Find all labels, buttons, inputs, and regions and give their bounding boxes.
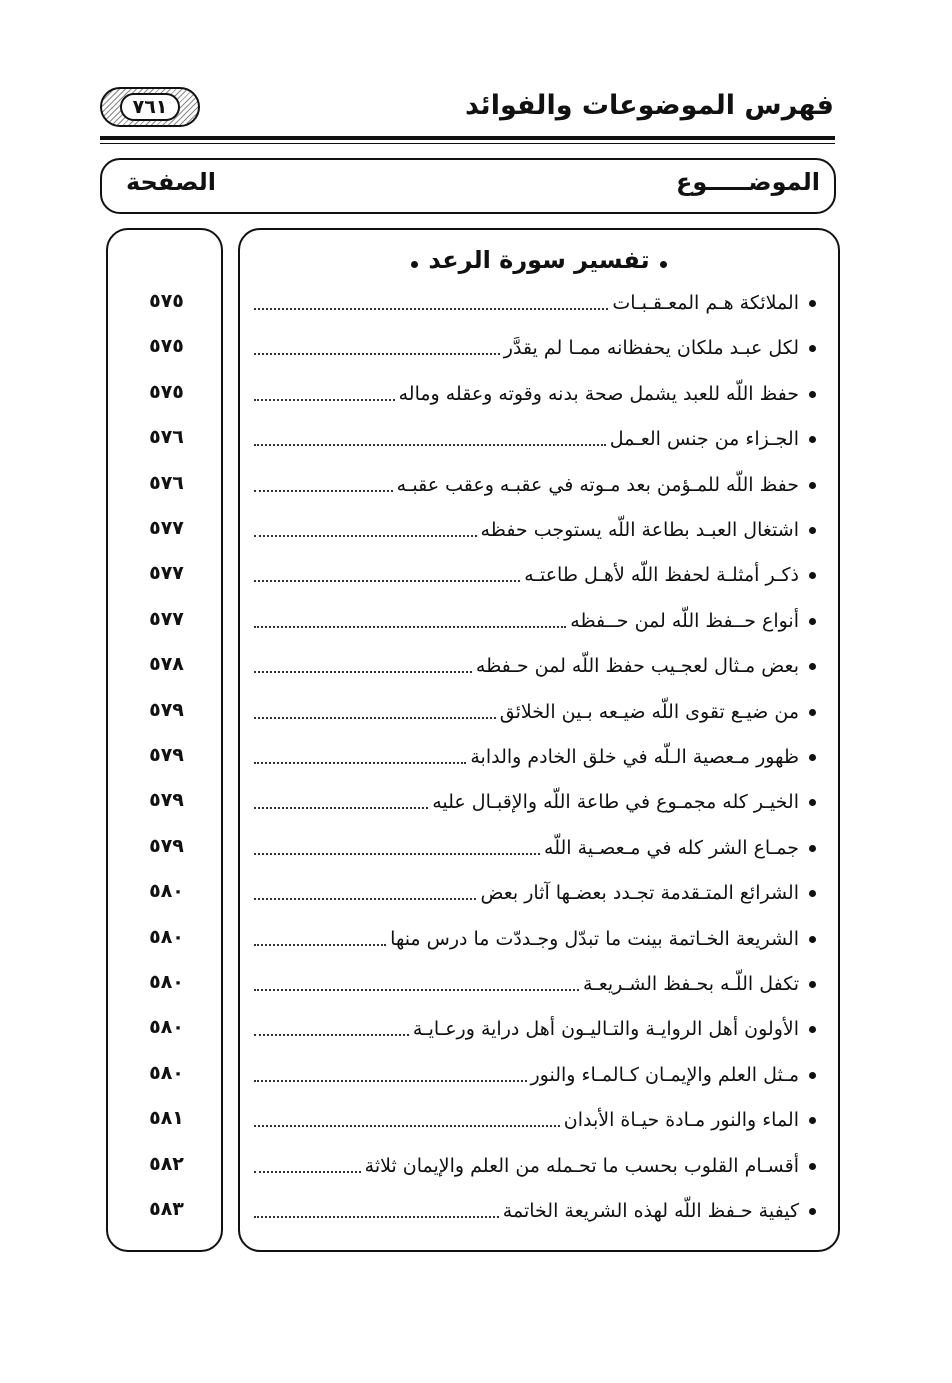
toc-page-number: ٥٧٩ (149, 789, 184, 811)
dot-leader (254, 1080, 527, 1082)
toc-entry-text: الشريعة الخـاتمة بينت ما تبدّل وجـددّت ما درس منها (390, 928, 799, 950)
column-header-bar (100, 158, 836, 214)
toc-page-number: ٥٧٥ (149, 290, 184, 312)
bullet-icon (809, 1117, 816, 1124)
page-number: ٧٦١ (120, 93, 180, 121)
toc-entry-text: تكفل اللّـه بحـفظ الشـريعـة (582, 973, 799, 995)
toc-page-number: ٥٧٩ (149, 835, 184, 857)
bullet-icon (809, 572, 816, 579)
dot-leader (254, 626, 566, 628)
toc-entry-text: الأولون أهل الروايـة والتـاليـون أهل دراية ورعـايـة (412, 1018, 799, 1040)
bullet-icon (809, 1026, 816, 1033)
toc-entry (254, 878, 816, 908)
toc-entry (254, 560, 816, 590)
toc-entry (254, 924, 816, 954)
toc-entry-text: حفظ اللّه للمـؤمن بعد مـوته في عقبـه وعقب عقبـه (396, 474, 799, 496)
section-bullet-right (660, 261, 667, 268)
bullet-icon (809, 1163, 816, 1170)
column-header-page: الصفحة (126, 168, 217, 196)
toc-entry-text: أنواع حــفظ اللّه لمن حــفظه (570, 610, 799, 632)
toc-entry (254, 833, 816, 863)
toc-entry-text: حفظ اللّه للعبد يشمل صحة بدنه وقوته وعقله وماله (398, 383, 799, 405)
bullet-icon (809, 799, 816, 806)
toc-page-number: ٥٧٩ (149, 699, 184, 721)
toc-entry (254, 515, 816, 545)
toc-page-number: ٥٨٠ (149, 880, 184, 902)
page-number-badge (100, 87, 200, 127)
toc-entry (254, 1014, 816, 1044)
toc-entry (254, 1151, 816, 1181)
bullet-icon (809, 436, 816, 443)
dot-leader (254, 944, 386, 946)
toc-entry (254, 1105, 816, 1135)
dot-leader (254, 490, 393, 492)
header-rule-thick (100, 136, 835, 140)
toc-page-number: ٥٧٨ (149, 653, 184, 675)
bullet-icon (809, 618, 816, 625)
toc-entry (254, 1196, 816, 1226)
bullet-icon (809, 709, 816, 716)
toc-entry-text: الملائكة هـم المعـقـبـات (612, 292, 799, 314)
toc-entry (254, 470, 816, 500)
dot-leader (254, 762, 466, 764)
toc-entry (254, 606, 816, 636)
bullet-icon (809, 845, 816, 852)
toc-entry (254, 787, 816, 817)
bullet-icon (809, 936, 816, 943)
toc-entry-text: من ضيـع تقوى اللّه ضيـعه بـين الخلائق (499, 701, 799, 723)
toc-page-number: ٥٧٦ (149, 426, 184, 448)
toc-entry (254, 742, 816, 772)
dot-leader (254, 989, 579, 991)
dot-leader (254, 898, 476, 900)
toc-entry-text: ظهور مـعصية الـلّه في خلق الخادم والدابة (470, 746, 799, 768)
page-header-title: فهرس الموضوعات والفوائد (464, 90, 834, 121)
toc-page-number: ٥٨٣ (149, 1198, 184, 1220)
toc-page-number: ٥٨٠ (149, 971, 184, 993)
dot-leader (254, 1216, 499, 1218)
bullet-icon (809, 981, 816, 988)
toc-page-number: ٥٨٠ (149, 926, 184, 948)
toc-entry (254, 1060, 816, 1090)
toc-page-number: ٥٧٥ (149, 381, 184, 403)
dot-leader (254, 853, 540, 855)
dot-leader (254, 308, 608, 310)
toc-page-number: ٥٨١ (149, 1107, 184, 1129)
toc-page-number: ٥٧٧ (149, 517, 184, 539)
toc-entry-text: جمـاع الشر كله في مـعصـية اللّه (544, 837, 799, 859)
topics-column-box (238, 228, 840, 1252)
dot-leader (254, 717, 496, 719)
toc-entry-text: لكل عبـد ملكان يحفظانه ممـا لم يقدَّر (503, 337, 799, 359)
toc-entry-text: كيفية حـفظ اللّه لهذه الشريعة الخاتمة (502, 1200, 799, 1222)
dot-leader (254, 399, 395, 401)
dot-leader (254, 535, 477, 537)
toc-entry-text: الخيـر كله مجمـوع في طاعة اللّه والإقبـال عليه (432, 791, 799, 813)
dot-leader (254, 807, 428, 809)
bullet-icon (809, 345, 816, 352)
toc-entry (254, 333, 816, 363)
toc-entry-text: الماء والنور مـادة حيـاة الأبدان (563, 1109, 799, 1131)
bullet-icon (809, 663, 816, 670)
bullet-icon (809, 482, 816, 489)
toc-page-number: ٥٧٥ (149, 335, 184, 357)
toc-entry (254, 379, 816, 409)
section-bullet-left (411, 261, 418, 268)
toc-entry-text: مـثل العلم والإيمـان كـالمـاء والنور (530, 1064, 799, 1086)
toc-entry-text: الشرائع المتـقدمة تجـدد بعضـها آثار بعض (480, 882, 799, 904)
toc-page-number: ٥٧٧ (149, 608, 184, 630)
toc-page-number: ٥٨٠ (149, 1016, 184, 1038)
toc-page-number: ٥٨٠ (149, 1062, 184, 1084)
toc-page-number: ٥٨٢ (149, 1153, 184, 1175)
toc-entry (254, 969, 816, 999)
toc-entry (254, 697, 816, 727)
toc-entry (254, 424, 816, 454)
dot-leader (254, 580, 520, 582)
dot-leader (254, 1171, 361, 1173)
bullet-icon (809, 391, 816, 398)
header-rule-thin (100, 143, 835, 144)
bullet-icon (809, 754, 816, 761)
toc-page-number: ٥٧٦ (149, 472, 184, 494)
dot-leader (254, 444, 606, 446)
bullet-icon (809, 527, 816, 534)
toc-entry-text: اشتغال العبـد بطاعة اللّه يستوجب حفظه (480, 519, 799, 541)
section-title (240, 246, 838, 274)
bullet-icon (809, 1072, 816, 1079)
bullet-icon (809, 1208, 816, 1215)
bullet-icon (809, 890, 816, 897)
toc-entry (254, 288, 816, 318)
toc-entry-text: بعض مـثال لعجـيب حفظ اللّه لمن حـفظه (475, 655, 799, 677)
toc-entry (254, 651, 816, 681)
dot-leader (254, 1034, 409, 1036)
toc-entry-text: ذكـر أمثلـة لحفظ اللّه لأهـل طاعتـه (524, 564, 799, 586)
dot-leader (254, 671, 472, 673)
dot-leader (254, 353, 500, 355)
toc-page-number: ٥٧٩ (149, 744, 184, 766)
toc-page-number: ٥٧٧ (149, 562, 184, 584)
pages-column-box (106, 228, 223, 1252)
dot-leader (254, 1125, 560, 1127)
toc-entry-text: الجـزاء من جنس العـمل (609, 428, 799, 450)
toc-entry-text: أقسـام القلوب بحسب ما تحـمله من العلم والإيمان ثلاثة (364, 1155, 799, 1177)
bullet-icon (809, 300, 816, 307)
section-title-text: تفسير سورة الرعد (428, 246, 650, 274)
column-header-topic: الموضـــــوع (675, 168, 820, 196)
